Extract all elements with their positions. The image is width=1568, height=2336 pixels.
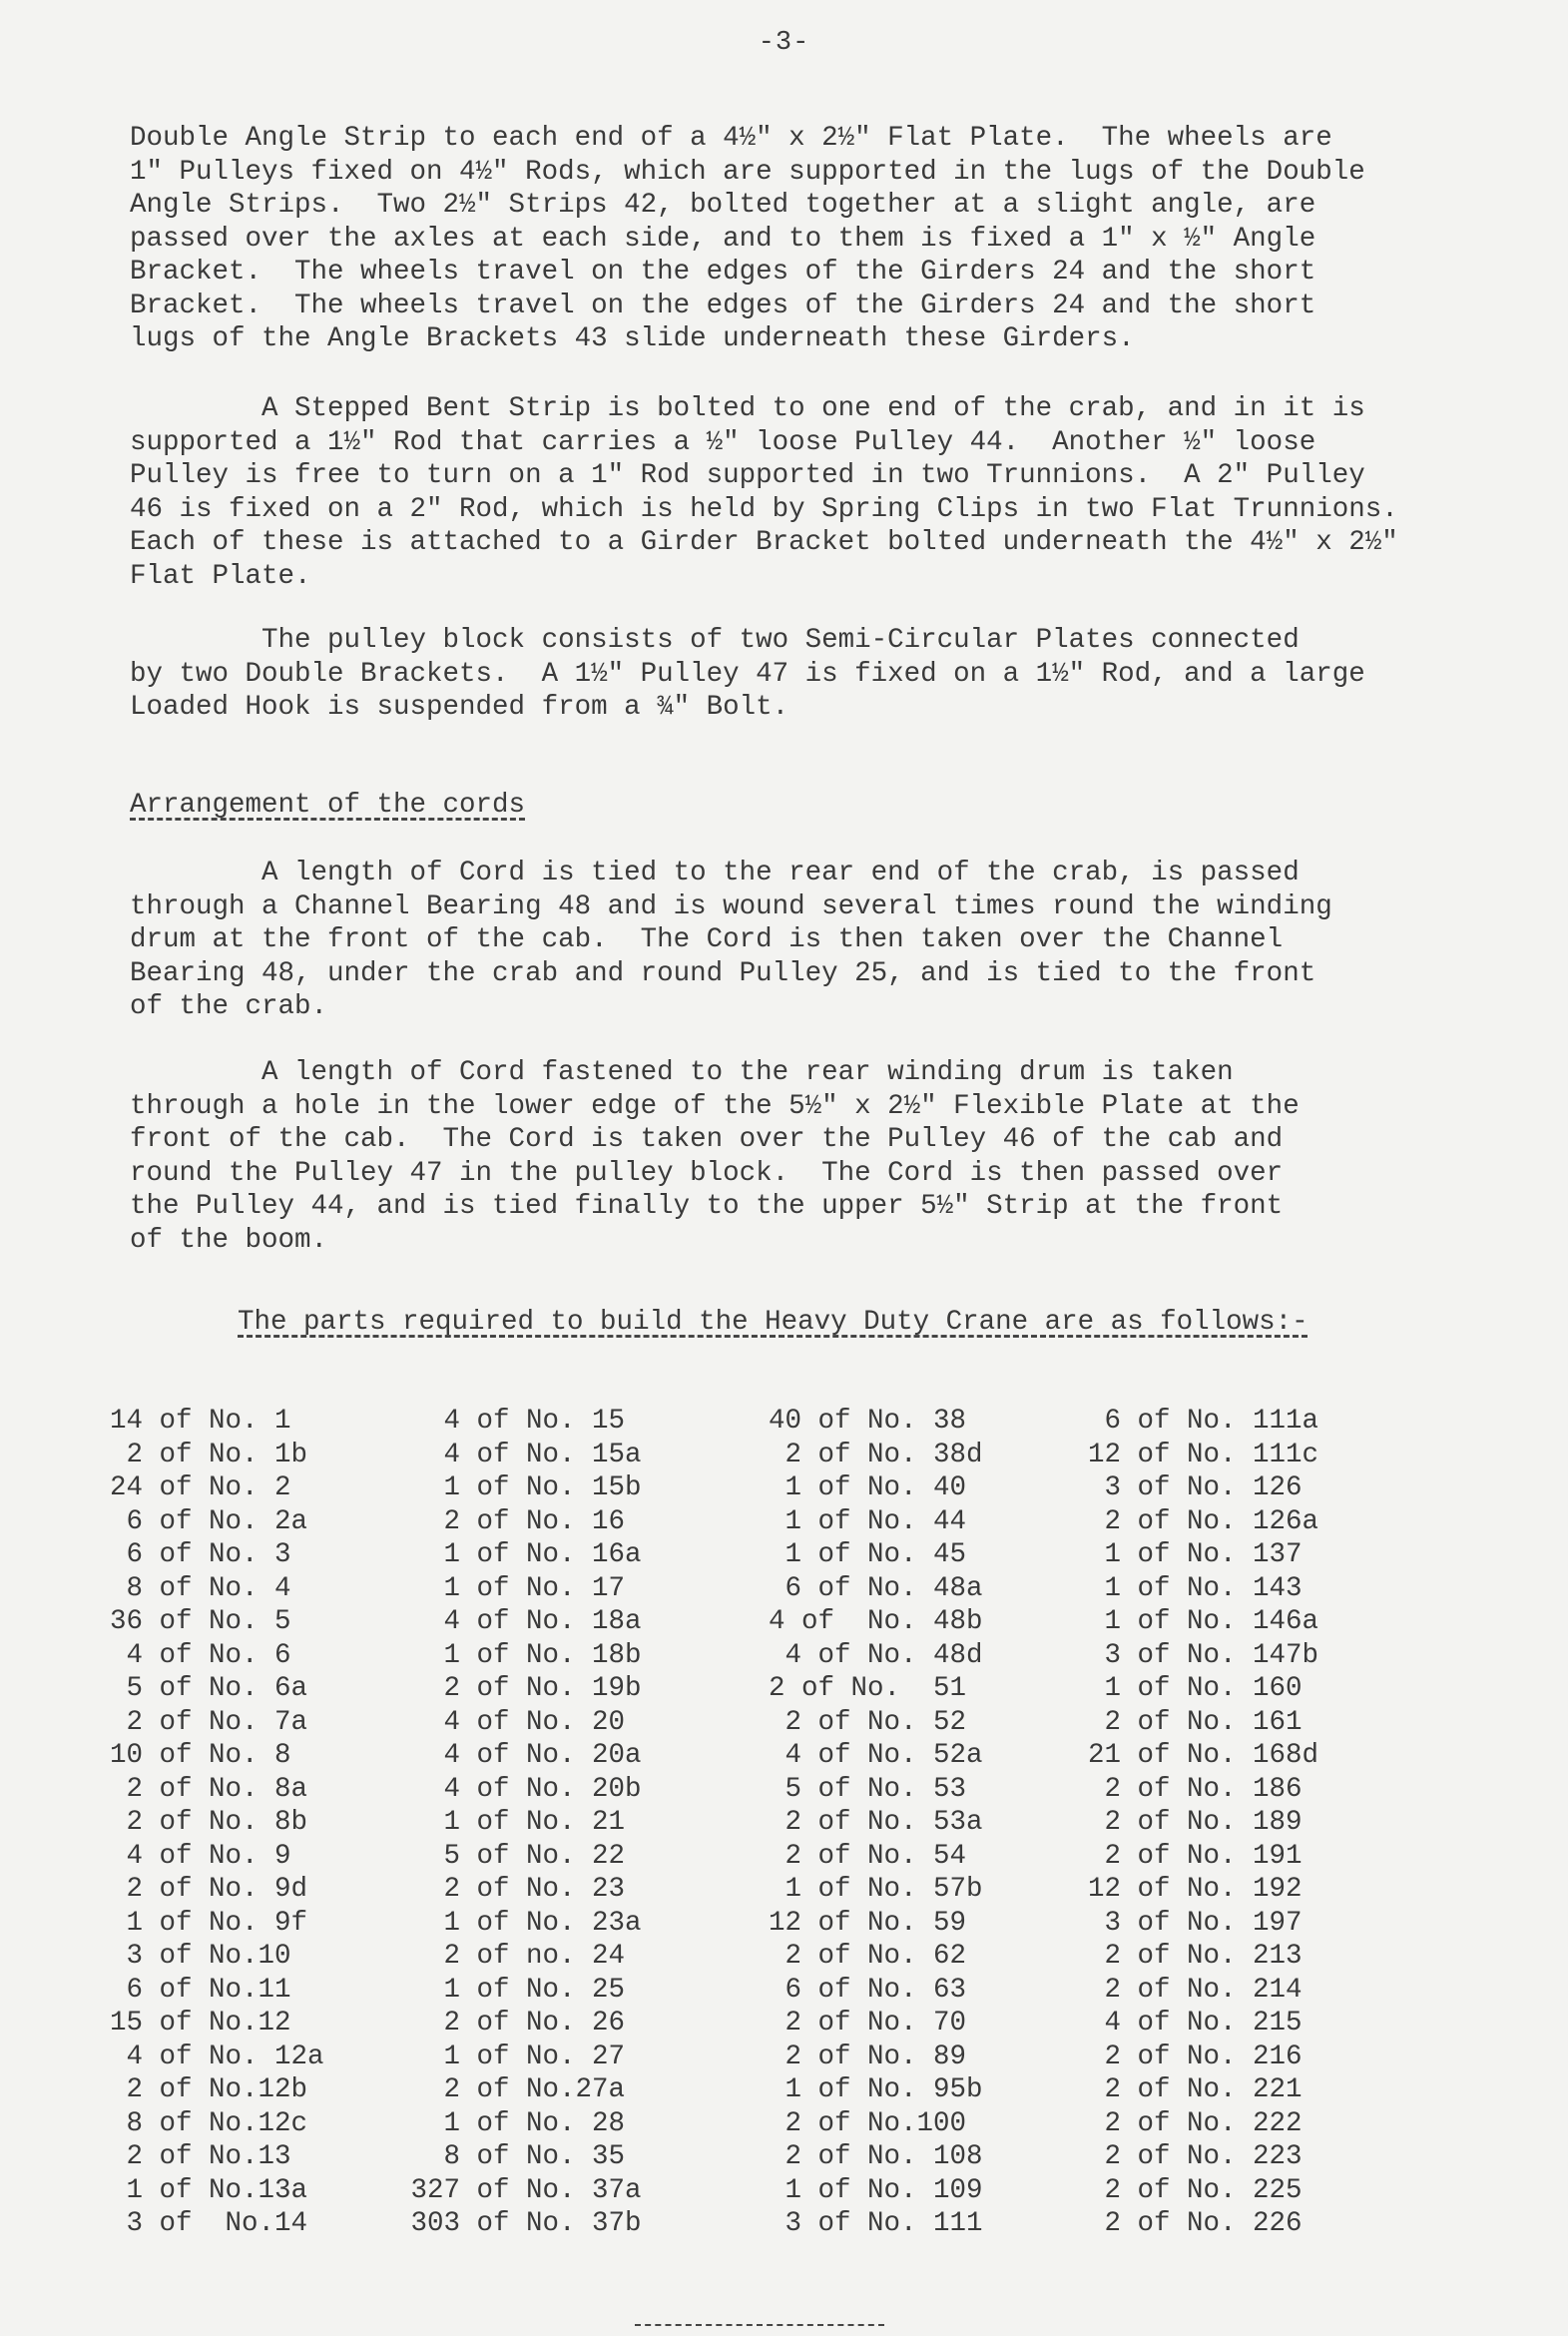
parts-list-item: 12 of No. 59 <box>769 1907 967 1939</box>
parts-list-item: 4 of No. 15 <box>394 1406 626 1437</box>
parts-list-item: 1 of No. 17 <box>394 1572 626 1604</box>
parts-column-2 <box>394 1405 642 2241</box>
parts-list-item: 24 of No. 2 <box>110 1472 291 1503</box>
parts-list-item: 1 of No. 15b <box>394 1472 642 1503</box>
parts-list-item: 2 of no. 24 <box>394 1941 626 1972</box>
parts-list-item: 1 of No. 28 <box>394 2107 626 2139</box>
parts-list-item: 6 of No. 3 <box>110 1539 291 1570</box>
parts-list-item: 2 of No.100 <box>769 2107 967 2139</box>
parts-list-heading: The parts required to build the Heavy Duty Crane are as follows:- <box>238 1307 1308 1338</box>
parts-column-3 <box>769 1405 983 2241</box>
parts-list-item: 2 of No.13 <box>110 2141 291 2172</box>
parts-list-item: 1 of No. 25 <box>394 1974 626 2006</box>
parts-list-item: 5 of No. 53 <box>769 1773 967 1805</box>
parts-list-item: 2 of No. 8b <box>110 1807 308 1838</box>
parts-list-item: 2 of No. 191 <box>1088 1840 1303 1872</box>
parts-list-item: 2 of No. 70 <box>769 2008 967 2039</box>
parts-list-item: 14 of No. 1 <box>110 1406 291 1437</box>
parts-list-item: 1 of No. 95b <box>769 2074 983 2105</box>
parts-list-item: 4 of No. 18a <box>394 1606 642 1637</box>
parts-list-item: 2 of No. 38d <box>769 1439 983 1470</box>
parts-list-item: 1 of No.13a <box>110 2174 308 2206</box>
parts-list-item: 2 of No. 7a <box>110 1706 308 1738</box>
parts-list-item: 2 of No. 23 <box>394 1874 626 1905</box>
parts-list-item: 4 of No. 20a <box>394 1740 642 1771</box>
parts-list-item: 2 of No. 186 <box>1088 1773 1303 1805</box>
parts-list-item: 5 of No. 22 <box>394 1840 626 1872</box>
parts-list-item: 6 of No. 48a <box>769 1572 983 1604</box>
parts-list-item: 2 of No. 9d <box>110 1874 308 1905</box>
parts-list-item: 1 of No. 9f <box>110 1907 308 1939</box>
parts-list-item: 1 of No. 57b <box>769 1874 983 1905</box>
parts-list-item: 8 of No.12c <box>110 2107 308 2139</box>
parts-list-item: 2 of No. 161 <box>1088 1706 1303 1738</box>
parts-list-item: 1 of No. 40 <box>769 1472 967 1503</box>
parts-list-item: 1 of No. 137 <box>1088 1539 1303 1570</box>
paragraph-stepped-bent-strip: A Stepped Bent Strip is bolted to one end of the crab, and in it is supported a 1½" Rod that carries a ½" loose Pulley 44. Another ½" loose Pulley is free to turn on a 1" Rod supported in two Trunnions. A 2" Pulley 46 is fixed on a 2" Rod, which is held by Spring Clips in two Flat Trunnions. Each of these is attached to a Girder Bracket bolted underneath the 4½" x 2½" Flat Plate. <box>130 393 1398 592</box>
parts-list-item: 2 of No. 89 <box>769 2041 967 2072</box>
parts-list-item: 2 of No. 221 <box>1088 2074 1303 2105</box>
parts-list-item: 1 of No. 160 <box>1088 1673 1303 1704</box>
parts-list-item: 2 of No. 1b <box>110 1439 308 1470</box>
paragraph-luffing-cord: A length of Cord fastened to the rear winding drum is taken through a hole in the lower edge of the 5½" x 2½" Flexible Plate at the front of the cab. The Cord is taken over the Pulley 46 of the cab and round the Pulley 47 in the pulley block. The Cord is then passed over the Pulley 44, and is tied finally to the upper 5½" Strip at the front of the boom. <box>130 1057 1300 1256</box>
parts-list-item: 2 of No.27a <box>394 2074 626 2105</box>
parts-list-item: 4 of No. 15a <box>394 1439 642 1470</box>
parts-list-item: 1 of No. 44 <box>769 1505 967 1537</box>
parts-list-item: 4 of No. 9 <box>110 1840 291 1872</box>
parts-list-item: 2 of No. 53a <box>769 1807 983 1838</box>
parts-list-item: 2 of No. 54 <box>769 1840 967 1872</box>
parts-list-item: 4 of No. 20b <box>394 1773 642 1805</box>
parts-list-item: 2 of No. 51 <box>769 1673 967 1704</box>
parts-list-item: 10 of No. 8 <box>110 1740 291 1771</box>
parts-list-item: 1 of No. 16a <box>394 1539 642 1570</box>
parts-list-item: 1 of No. 18b <box>394 1639 642 1671</box>
parts-list-item: 1 of No. 23a <box>394 1907 642 1939</box>
parts-list-item: 2 of No. 26 <box>394 2008 626 2039</box>
parts-list-item: 2 of No. 52 <box>769 1706 967 1738</box>
parts-list-item: 36 of No. 5 <box>110 1606 291 1637</box>
parts-list-item: 2 of No. 216 <box>1088 2041 1303 2072</box>
parts-list-item: 12 of No. 192 <box>1088 1874 1303 1905</box>
parts-list-item: 3 of No. 111 <box>769 2208 983 2239</box>
parts-list-item: 3 of No.14 <box>110 2208 308 2239</box>
parts-list-item: 1 of No. 109 <box>769 2174 983 2206</box>
parts-list-item: 4 of No. 48b <box>769 1606 983 1637</box>
parts-list-item: 2 of No.12b <box>110 2074 308 2105</box>
paragraph-crab-wheels: Double Angle Strip to each end of a 4½" x 2½" Flat Plate. The wheels are 1" Pulleys fixed on 4½" Rods, which are supported in the lugs of the Double Angle Strips. Two 2½" Strips 42, bolted together at a slight angle, are passed over the axles at each side, and to them is fixed a 1" x ½" Angle Bracket. The wheels travel on the edges of the Girders 24 and the short Bracket. The wheels travel on the edges of the Girders 24 and the short lugs of the Angle Brackets 43 slide underneath these Girders. <box>130 123 1365 354</box>
paragraph-pulley-block: The pulley block consists of two Semi-Circular Plates connected by two Double Brackets. A 1½" Pulley 47 is fixed on a 1½" Rod, and a large Loaded Hook is suspended from a ¾" Bolt. <box>130 625 1365 723</box>
parts-list-item: 5 of No. 6a <box>110 1673 308 1704</box>
parts-list-item: 4 of No. 48d <box>769 1639 983 1671</box>
parts-list-item: 40 of No. 38 <box>769 1406 967 1437</box>
parts-list-item: 2 of No. 8a <box>110 1773 308 1805</box>
parts-list-item: 8 of No. 35 <box>394 2141 626 2172</box>
parts-list-item: 2 of No. 223 <box>1088 2141 1303 2172</box>
parts-column-1 <box>110 1405 324 2241</box>
parts-list-item: 3 of No.10 <box>110 1941 291 1972</box>
parts-list-item: 6 of No.11 <box>110 1974 291 2006</box>
parts-list-item: 21 of No. 168d <box>1088 1740 1319 1771</box>
parts-list-item: 4 of No. 215 <box>1088 2008 1303 2039</box>
page-number: -3- <box>758 28 810 58</box>
parts-list-item: 4 of No. 52a <box>769 1740 983 1771</box>
parts-list-item: 1 of No. 21 <box>394 1807 626 1838</box>
parts-list-item: 2 of No. 222 <box>1088 2107 1303 2139</box>
parts-list-item: 1 of No. 45 <box>769 1539 967 1570</box>
parts-list-item: 4 of No. 20 <box>394 1706 626 1738</box>
parts-list-item: 1 of No. 27 <box>394 2041 626 2072</box>
parts-list-item: 1 of No. 146a <box>1088 1606 1319 1637</box>
paragraph-hoisting-cord: A length of Cord is tied to the rear end of the crab, is passed through a Channel Bearing 48 and is wound several times round the winding drum at the front of the cab. The Cord is then taken over the Channel Bearing 48, under the crab and round Pulley 25, and is tied to the front of the crab. <box>130 858 1332 1022</box>
parts-list-item: 3 of No. 126 <box>1088 1472 1303 1503</box>
footer-divider <box>635 2324 884 2326</box>
parts-list-item: 6 of No. 63 <box>769 1974 967 2006</box>
parts-list-item: 1 of No. 143 <box>1088 1572 1303 1604</box>
section-heading-cords: Arrangement of the cords <box>130 790 526 821</box>
parts-list-item: 8 of No. 4 <box>110 1572 291 1604</box>
parts-list-item: 2 of No. 19b <box>394 1673 642 1704</box>
parts-list-item: 303 of No. 37b <box>394 2208 642 2239</box>
parts-list-item: 6 of No. 111a <box>1088 1406 1319 1437</box>
parts-list-item: 2 of No. 226 <box>1088 2208 1303 2239</box>
parts-list-item: 327 of No. 37a <box>394 2174 642 2206</box>
parts-list-item: 4 of No. 6 <box>110 1639 291 1671</box>
parts-list-item: 2 of No. 214 <box>1088 1974 1303 2006</box>
parts-list-item: 2 of No. 62 <box>769 1941 967 1972</box>
parts-list-item: 2 of No. 126a <box>1088 1505 1319 1537</box>
parts-list-item: 15 of No.12 <box>110 2008 291 2039</box>
parts-column-4 <box>1088 1405 1318 2241</box>
parts-list-item: 12 of No. 111c <box>1088 1439 1319 1470</box>
parts-list-item: 2 of No. 108 <box>769 2141 983 2172</box>
parts-list-item: 2 of No. 189 <box>1088 1807 1303 1838</box>
parts-list-item: 3 of No. 147b <box>1088 1639 1319 1671</box>
parts-list-item: 2 of No. 16 <box>394 1505 626 1537</box>
parts-list-item: 2 of No. 225 <box>1088 2174 1303 2206</box>
parts-list-item: 3 of No. 197 <box>1088 1907 1303 1939</box>
parts-list-item: 4 of No. 12a <box>110 2041 324 2072</box>
parts-list-item: 2 of No. 213 <box>1088 1941 1303 1972</box>
parts-list-item: 6 of No. 2a <box>110 1505 308 1537</box>
